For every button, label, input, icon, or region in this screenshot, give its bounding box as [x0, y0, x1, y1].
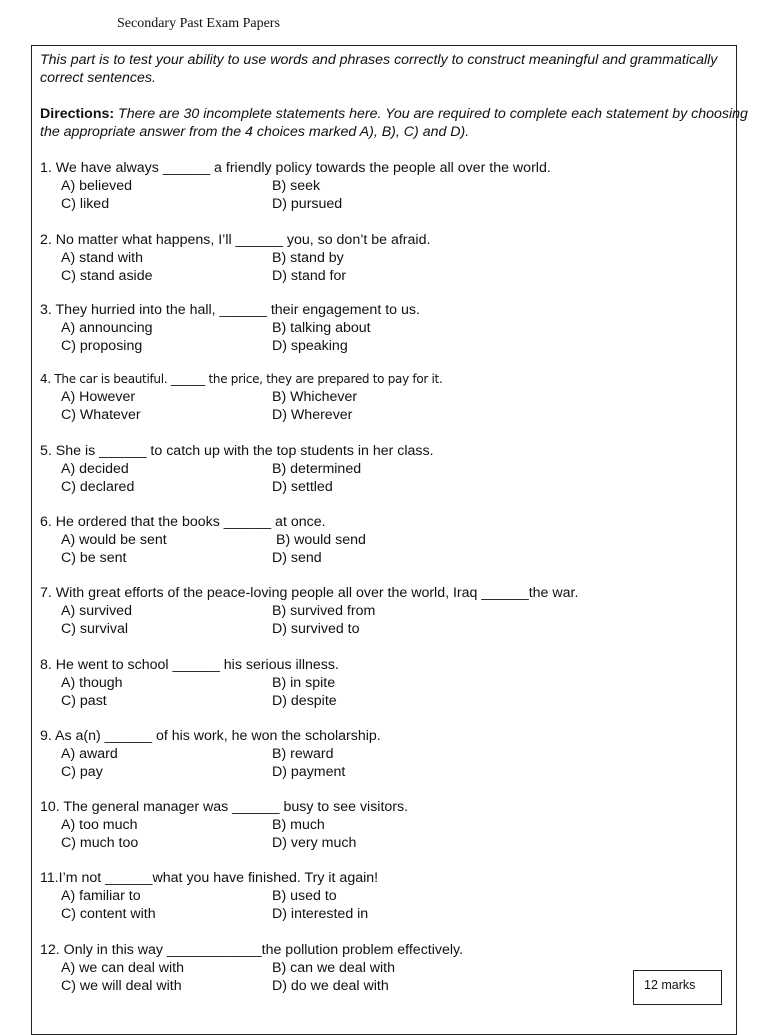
option-c: C) proposing: [61, 338, 143, 354]
option-row: [40, 177, 740, 195]
option-row: [40, 763, 740, 781]
option-row: [40, 388, 740, 406]
running-header: Secondary Past Exam Papers: [117, 16, 280, 31]
question-stem: 5. She is ______ to catch up with the top students in her class.: [40, 443, 434, 459]
option-b: B) seek: [272, 178, 321, 194]
option-c: C) we will deal with: [61, 978, 182, 994]
option-row: [40, 460, 740, 478]
option-d: D) interested in: [272, 906, 369, 922]
question-stem: 3. They hurried into the hall, ______ their engagement to us.: [40, 302, 420, 318]
option-row: [40, 319, 740, 337]
option-row: [40, 406, 740, 424]
option-b: B) survived from: [272, 603, 376, 619]
section-intro: This part is to test your ability to use words and phrases correctly to construct meaningful and grammatically correct sentences.: [40, 52, 718, 86]
option-b: B) much: [272, 817, 325, 833]
option-d: D) send: [272, 550, 322, 566]
option-row: [40, 692, 740, 710]
option-a: A) stand with: [61, 250, 144, 266]
option-c: C) past: [61, 693, 107, 709]
option-d: D) do we deal with: [272, 978, 389, 994]
option-row: [40, 337, 740, 355]
marks-box: 12 marks: [633, 970, 722, 1005]
option-d: D) payment: [272, 764, 346, 780]
option-row: [40, 531, 740, 549]
option-d: D) survived to: [272, 621, 360, 637]
option-a: A) award: [61, 746, 118, 762]
directions-label: Directions:: [40, 106, 115, 122]
question-stem: 12. Only in this way ____________the pollution problem effectively.: [40, 942, 464, 958]
question-stem: 11.I’m not ______what you have finished. Try it again!: [40, 870, 379, 886]
question-10: [40, 798, 740, 852]
question-4: [40, 370, 740, 424]
question-7: [40, 584, 740, 638]
option-a: A) familiar to: [61, 888, 141, 904]
option-row: [40, 887, 740, 905]
option-b: B) would send: [276, 532, 366, 548]
option-a: A) announcing: [61, 320, 153, 336]
option-b: B) reward: [272, 746, 334, 762]
option-c: C) liked: [61, 196, 110, 212]
question-8: [40, 656, 740, 710]
option-a: A) believed: [61, 178, 132, 194]
question-stem: 1. We have always ______ a friendly policy towards the people all over the world.: [40, 160, 551, 176]
option-row: [40, 549, 740, 567]
option-d: D) pursued: [272, 196, 343, 212]
option-d: D) despite: [272, 693, 337, 709]
option-c: C) pay: [61, 764, 103, 780]
option-c: C) Whatever: [61, 407, 141, 423]
question-11: [40, 869, 740, 923]
option-d: D) stand for: [272, 268, 347, 284]
question-stem: 9. As a(n) ______ of his work, he won the scholarship.: [40, 728, 381, 744]
question-stem: 4. The car is beautiful. ______ the price, they are prepared to pay for it.: [40, 372, 443, 386]
option-row: [40, 478, 740, 496]
option-a: A) too much: [61, 817, 138, 833]
directions-paragraph: [40, 105, 760, 141]
question-stem: 8. He went to school ______ his serious illness.: [40, 657, 339, 673]
question-stem: 10. The general manager was ______ busy to see visitors.: [40, 799, 409, 815]
directions-text: There are 30 incomplete statements here. You are required to complete each statement by choosing the appropriate answer from the 4 choices marked A), B), C) and D).: [40, 106, 748, 140]
option-c: C) be sent: [61, 550, 127, 566]
option-b: B) stand by: [272, 250, 344, 266]
option-d: D) speaking: [272, 338, 348, 354]
option-row: [40, 674, 740, 692]
question-stem: 2. No matter what happens, I’ll ______ you, so don’t be afraid.: [40, 232, 431, 248]
option-b: B) talking about: [272, 320, 371, 336]
option-a: A) decided: [61, 461, 129, 477]
option-a: A) though: [61, 675, 123, 691]
option-c: C) stand aside: [61, 268, 153, 284]
option-b: B) can we deal with: [272, 960, 396, 976]
option-a: A) would be sent: [61, 532, 167, 548]
option-row: [40, 816, 740, 834]
option-c: C) content with: [61, 906, 156, 922]
option-row: [40, 267, 740, 285]
option-row: [40, 834, 740, 852]
option-c: C) survival: [61, 621, 129, 637]
option-b: B) in spite: [272, 675, 336, 691]
option-b: B) Whichever: [272, 389, 358, 405]
question-3: [40, 301, 740, 355]
option-row: [40, 905, 740, 923]
option-row: [40, 602, 740, 620]
question-2: [40, 231, 740, 285]
option-a: A) we can deal with: [61, 960, 185, 976]
option-d: D) very much: [272, 835, 357, 851]
option-b: B) determined: [272, 461, 362, 477]
question-stem: 6. He ordered that the books ______ at once.: [40, 514, 326, 530]
question-5: [40, 442, 740, 496]
question-6: [40, 513, 740, 567]
option-row: [40, 249, 740, 267]
option-a: A) survived: [61, 603, 132, 619]
option-c: C) declared: [61, 479, 135, 495]
question-9: [40, 727, 740, 781]
option-row: [40, 620, 740, 638]
question-1: [40, 159, 740, 213]
option-row: [40, 745, 740, 763]
option-row: [40, 195, 740, 213]
option-b: B) used to: [272, 888, 337, 904]
option-d: D) settled: [272, 479, 333, 495]
option-d: D) Wherever: [272, 407, 353, 423]
option-c: C) much too: [61, 835, 139, 851]
question-stem: 7. With great efforts of the peace-loving people all over the world, Iraq ______the war.: [40, 585, 579, 601]
option-a: A) However: [61, 389, 136, 405]
